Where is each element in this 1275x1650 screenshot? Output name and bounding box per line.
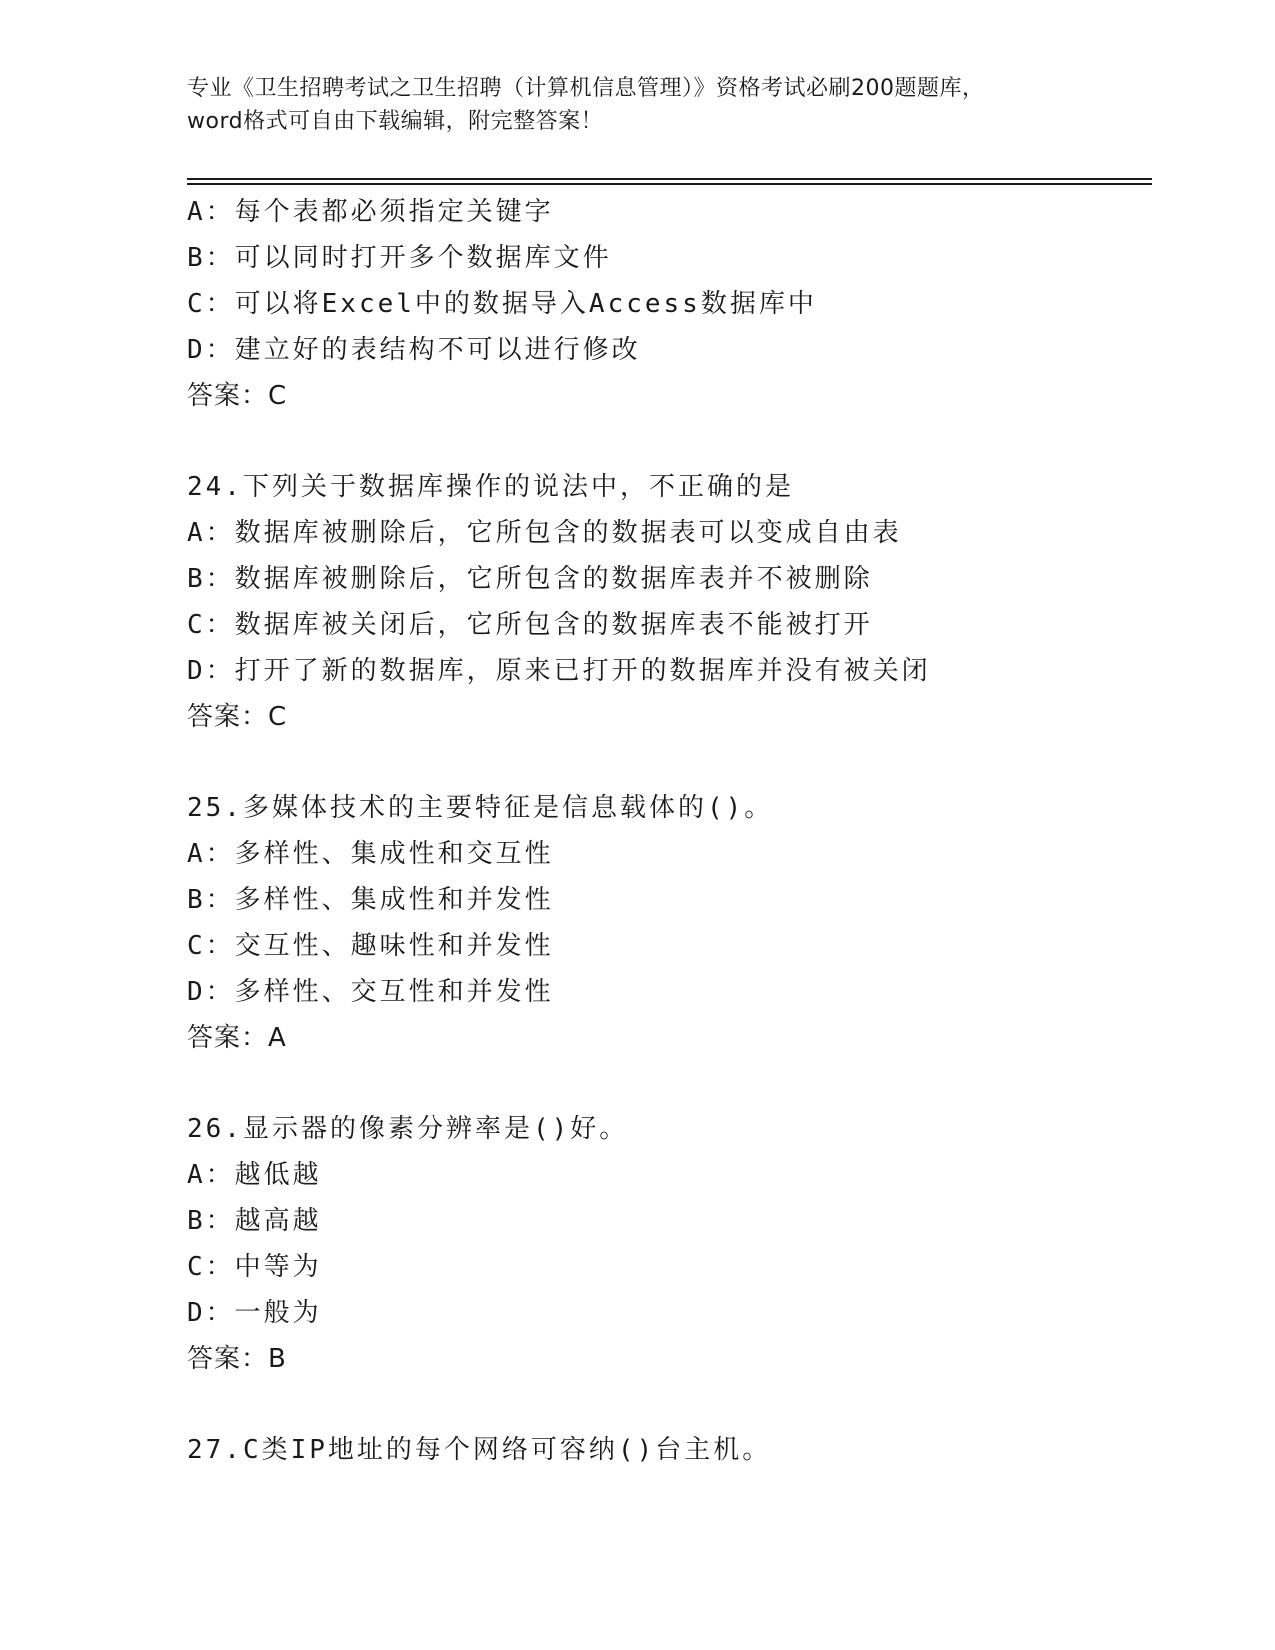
- option-a: A：多样性、集成性和交互性: [187, 839, 554, 869]
- question-stem: 25.多媒体技术的主要特征是信息载体的()。: [187, 793, 774, 823]
- option-d: D：一般为: [187, 1298, 322, 1328]
- answer: 答案：A: [187, 1023, 287, 1053]
- question-stem: 26.显示器的像素分辨率是()好。: [187, 1114, 629, 1144]
- answer: 答案：C: [187, 381, 288, 411]
- header-line-2: word格式可自由下载编辑，附完整答案！: [187, 109, 604, 134]
- option-c: C：中等为: [187, 1252, 322, 1282]
- question-23: [187, 189, 1147, 419]
- question-25: [187, 785, 1147, 1061]
- question-27: [187, 1427, 1147, 1473]
- option-a: A：越低越: [187, 1160, 322, 1190]
- option-b: B：越高越: [187, 1206, 322, 1236]
- option-b: B：可以同时打开多个数据库文件: [187, 243, 612, 273]
- answer: 答案：C: [187, 702, 288, 732]
- option-c: C：数据库被关闭后，它所包含的数据库表不能被打开: [187, 610, 873, 640]
- option-d: D：多样性、交互性和并发性: [187, 977, 554, 1007]
- option-c: C：交互性、趣味性和并发性: [187, 931, 554, 961]
- question-24: [187, 464, 1147, 740]
- question-stem: 27.C类IP地址的每个网络可容纳()台主机。: [187, 1435, 772, 1465]
- option-d: D：建立好的表结构不可以进行修改: [187, 335, 641, 365]
- document-header: [187, 72, 1087, 138]
- option-c: C：可以将Excel中的数据导入Access数据库中: [187, 289, 817, 319]
- option-a: A：每个表都必须指定关键字: [187, 197, 554, 227]
- question-26: [187, 1106, 1147, 1382]
- question-list: [187, 189, 1147, 1473]
- answer: 答案：B: [187, 1344, 287, 1374]
- header-divider-bottom: [187, 183, 1152, 185]
- option-b: B：数据库被删除后，它所包含的数据库表并不被删除: [187, 564, 873, 594]
- option-b: B：多样性、集成性和并发性: [187, 885, 554, 915]
- option-d: D：打开了新的数据库，原来已打开的数据库并没有被关闭: [187, 656, 931, 686]
- question-stem: 24.下列关于数据库操作的说法中，不正确的是: [187, 472, 794, 502]
- header-line-1: 专业《卫生招聘考试之卫生招聘（计算机信息管理）》资格考试必刷200题题库，: [187, 76, 985, 101]
- option-a: A：数据库被删除后，它所包含的数据表可以变成自由表: [187, 518, 902, 548]
- header-divider-top: [187, 178, 1152, 180]
